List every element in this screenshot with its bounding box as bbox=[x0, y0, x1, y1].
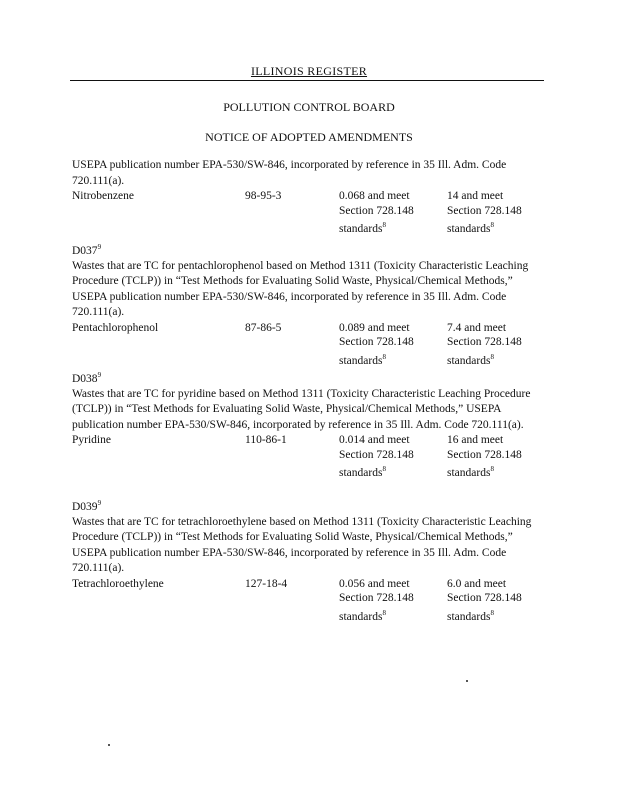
header-rule bbox=[70, 80, 544, 81]
scan-speck bbox=[108, 744, 110, 746]
waste-description: Wastes that are TC for pentachlorophenol based on Method 1311 (Toxicity Characteristic Leaching Procedure (TCLP)) in “Test Methods for Evaluating Solid Waste, Physical/Chemical Methods,” USEPA publication number EPA-530/SW-846, incorporated by reference in 35 Ill. Adm. Code 720.111(a). bbox=[72, 259, 529, 319]
nonwastewater-standard: 16 and meet Section 728.148 standards$^8$ bbox=[447, 434, 522, 480]
waste-description: Wastes that are TC for pyridine based on Method 1311 (Toxicity Characteristic Leaching Procedure (TCLP)) in “Test Methods for Evaluating Solid Waste, Physical/Chemical Methods,” USEPA publication number EPA-530/SW-846, incorporated by reference in 35 Ill. Adm. Code 720.111(a). bbox=[72, 387, 531, 431]
waste-code: $D039^9$ bbox=[72, 499, 102, 513]
constituent-name: Tetrachloroethylene bbox=[72, 577, 164, 590]
constituent-name: Pyridine bbox=[72, 434, 111, 447]
footnote-marker: 9 bbox=[97, 499, 102, 507]
board-title: POLLUTION CONTROL BOARD bbox=[223, 100, 395, 114]
waste-code-entry bbox=[72, 368, 542, 479]
intro-section bbox=[72, 158, 542, 235]
footnote-marker: 8 bbox=[490, 465, 494, 474]
table-row bbox=[72, 189, 542, 235]
scan-speck bbox=[466, 680, 468, 682]
wastewater-standard: 0.014 and meet Section 728.148 standards$^8$ bbox=[339, 434, 414, 480]
table-row bbox=[72, 577, 542, 623]
cas-number: 87-86-5 bbox=[245, 321, 282, 334]
wastewater-standard: 0.089 and meet Section 728.148 standards$^8$ bbox=[339, 321, 414, 367]
table-row bbox=[72, 321, 542, 367]
wastewater-standard: 0.056 and meet Section 728.148 standards$^8$ bbox=[339, 577, 414, 623]
waste-description: Wastes that are TC for tetrachloroethylene based on Method 1311 (Toxicity Characteristic Leaching Procedure (TCLP)) in “Test Methods for Evaluating Solid Waste, Physical/Chemical Methods,” USEPA publication number EPA-530/SW-846, incorporated by reference in 35 Ill. Adm. Code 720.111(a). bbox=[72, 515, 532, 575]
footnote-marker: 8 bbox=[382, 221, 386, 229]
footnote-marker: 9 bbox=[97, 243, 102, 251]
footnote-marker: 8 bbox=[382, 465, 386, 474]
footnote-marker: 8 bbox=[490, 608, 494, 617]
footnote-marker: 8 bbox=[490, 221, 494, 229]
footnote-marker: 8 bbox=[382, 352, 386, 361]
waste-code-entry bbox=[72, 240, 542, 367]
cas-number: 110-86-1 bbox=[245, 434, 287, 447]
nonwastewater-standard: 6.0 and meet Section 728.148 standards$^8$ bbox=[447, 577, 522, 623]
constituent-name: Nitrobenzene bbox=[72, 190, 134, 202]
waste-code-entry bbox=[72, 496, 542, 623]
wastewater-standard: 0.068 and meet Section 728.148 standards$^8$ bbox=[339, 190, 414, 235]
nonwastewater-standard: 14 and meet Section 728.148 standards$^8$ bbox=[447, 190, 522, 235]
footnote-marker: 8 bbox=[490, 352, 494, 361]
intro-paragraph: USEPA publication number EPA-530/SW-846, incorporated by reference in 35 Ill. Adm. Code 720.111(a). bbox=[72, 159, 507, 187]
notice-title: NOTICE OF ADOPTED AMENDMENTS bbox=[205, 130, 413, 144]
waste-code: $D038^9$ bbox=[72, 371, 102, 385]
footnote-marker: 8 bbox=[382, 608, 386, 617]
table-row bbox=[72, 433, 542, 479]
cas-number: 127-18-4 bbox=[245, 577, 288, 590]
register-title: ILLINOIS REGISTER bbox=[250, 64, 368, 78]
cas-number: 98-95-3 bbox=[245, 190, 282, 202]
footnote-marker: 9 bbox=[97, 371, 102, 379]
waste-code: $D037^9$ bbox=[72, 243, 102, 257]
constituent-name: Pentachlorophenol bbox=[72, 321, 159, 334]
nonwastewater-standard: 7.4 and meet Section 728.148 standards$^8$ bbox=[447, 321, 522, 367]
